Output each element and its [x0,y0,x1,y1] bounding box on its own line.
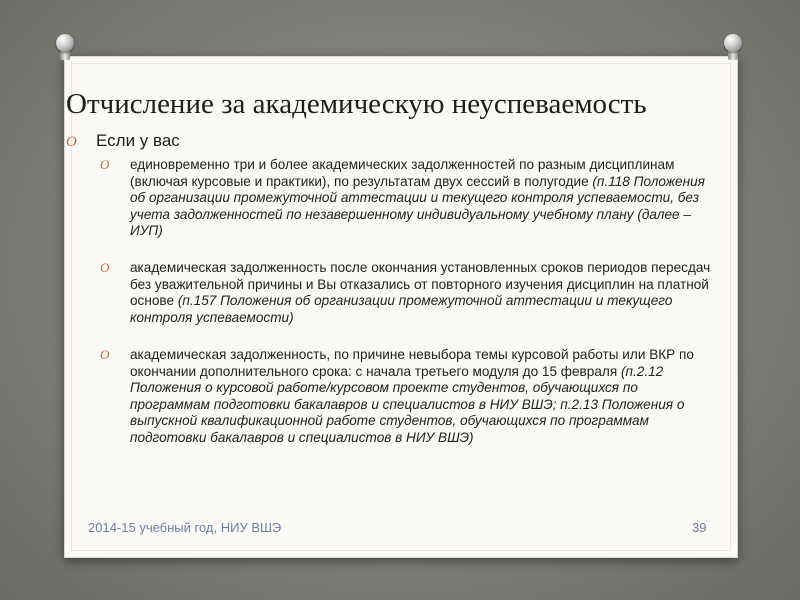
sub-item-reference: (п.2.12 Положения о курсовой работе/курсовом проекте студентов, обучающихся по программам подготовки бакалавров и специалистов в НИУ ВШЭ; п.2.13 Положения о выпускной квалификационной работе студентов, обучающихся по программам подготовки бакалавров и специалистов в НИУ ВШЭ) [130,363,685,445]
bullet-icon: O [66,134,77,150]
slide-title: Отчисление за академическую неуспеваемость [66,88,647,120]
sub-item-main: академическая задолженность после окончания установленных сроков периодов пересдач без уважительной причины и Вы отказались от повторного изучения дисциплин на платной основе [130,260,711,309]
pushpin-head [56,34,74,52]
pushpin-icon [722,34,744,64]
sub-item-text [130,347,720,447]
pushpin-head [724,34,742,52]
sub-item-text [130,157,720,240]
sub-item [100,260,720,326]
sub-item-main: единовременно три и более академических задолженностей по разным дисциплинам (включая курсовые и практики), по результатам двух сессий в полугодие [130,157,675,189]
footer-text: 2014-15 учебный год, НИУ ВШЭ [88,520,282,535]
level1-item [66,131,180,151]
sub-item-reference: (п.118 Положения об организации промежуточной аттестации и текущего контроля успеваемости, без учета задолженностей по незавершенному индивидуальному учебному плану (далее – ИУП) [130,173,705,239]
sub-item-text [130,260,720,326]
sub-item [100,347,720,447]
page-number: 39 [692,520,707,535]
bullet-icon: O [100,347,110,362]
sub-item-main: академическая задолженность, по причине невыбора темы курсовой работы или ВКР по окончании дополнительного срока: с начала третьего модуля до 15 февраля [130,347,694,379]
pushpin-icon [54,34,76,64]
bullet-icon: O [100,260,110,275]
level1-text: Если у вас [96,131,180,150]
sub-item [100,157,720,240]
bullet-icon: O [100,157,110,172]
sub-item-reference: (п.157 Положения об организации промежуточной аттестации и текущего контроля успеваемости) [130,293,673,325]
